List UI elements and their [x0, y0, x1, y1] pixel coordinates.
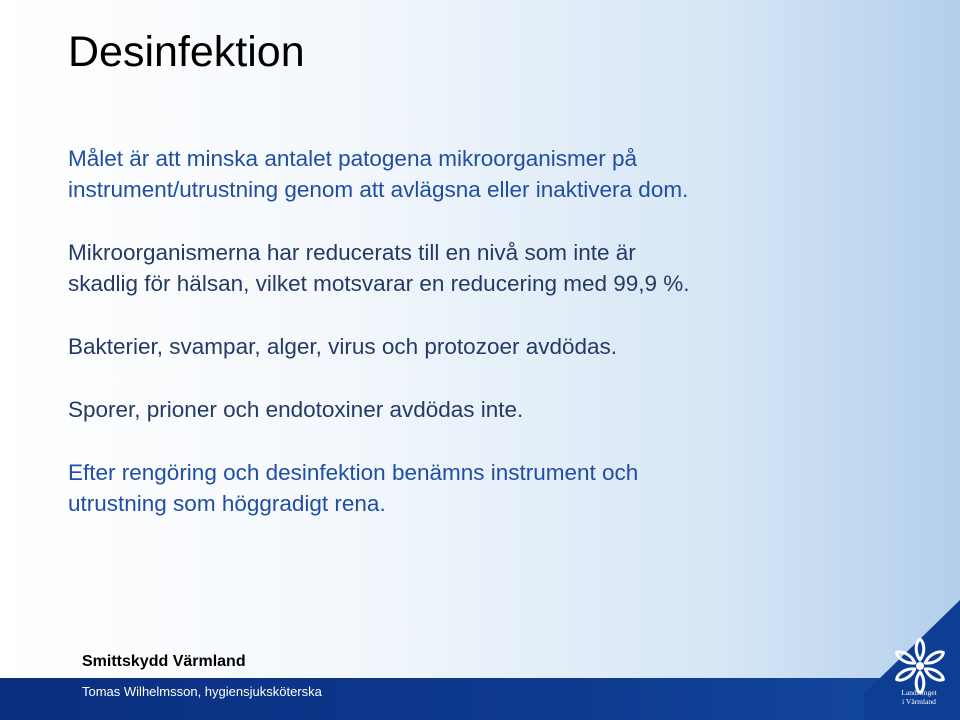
logo-text [882, 688, 956, 706]
slide-body [68, 143, 898, 551]
slide-title: Desinfektion [68, 28, 305, 76]
paragraph-goal [68, 143, 898, 205]
logo-text-line: i Värmland [902, 697, 936, 706]
paragraph-line: Sporer, prioner och endotoxiner avdödas inte. [68, 397, 524, 422]
paragraph-line: Efter rengöring och desinfektion benämns instrument och [68, 460, 639, 485]
paragraph-not-killed [68, 394, 898, 425]
paragraph-killed [68, 331, 898, 362]
organization-label: Smittskydd Värmland [82, 653, 246, 670]
paragraph-line: Målet är att minska antalet patogena mikroorganismer på [68, 146, 638, 171]
paragraph-line: Mikroorganismerna har reducerats till en nivå som inte är [68, 240, 636, 265]
paragraph-clean [68, 457, 898, 519]
paragraph-reduction [68, 237, 898, 299]
snowflake-flower-icon [892, 638, 948, 694]
author-label: Tomas Wilhelmsson, hygiensjuksköterska [82, 684, 322, 699]
paragraph-line: skadlig för hälsan, vilket motsvarar en reducering med 99,9 %. [68, 271, 690, 296]
logo-text-line: Landstinget [901, 688, 937, 697]
paragraph-line: utrustning som höggradigt rena. [68, 491, 386, 516]
paragraph-line: Bakterier, svampar, alger, virus och protozoer avdödas. [68, 334, 618, 359]
paragraph-line: instrument/utrustning genom att avlägsna eller inaktivera dom. [68, 177, 689, 202]
